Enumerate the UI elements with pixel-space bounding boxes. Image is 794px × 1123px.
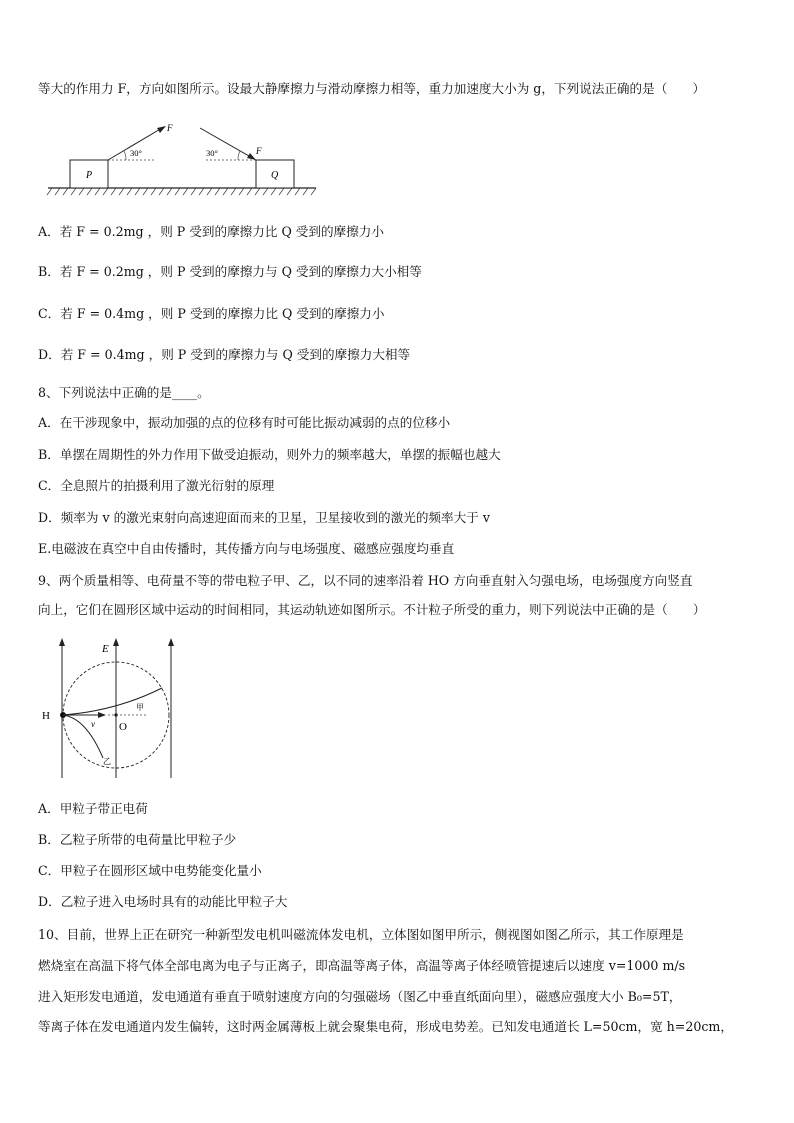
q7-option-b: B．若 F = 0.2mg ，则 P 受到的摩擦力与 Q 受到的摩擦力大小相等 bbox=[38, 264, 422, 279]
q8-option-d: D．频率为 v 的激光束射向高速迎面而来的卫星，卫星接收到的激光的频率大于 v bbox=[38, 510, 490, 525]
force-label-p: F bbox=[167, 123, 173, 133]
q9-stem-line1: 9、两个质量相等、电荷量不等的带电粒子甲、乙，以不同的速率沿着 HO 方向垂直射入匀强电场，电场强度方向竖直 bbox=[38, 573, 693, 588]
q8-option-b: B．单摆在周期性的外力作用下做受迫振动，则外力的频率越大，单摆的振幅也越大 bbox=[38, 447, 501, 462]
point-o-label: O bbox=[119, 721, 127, 733]
trajectory-yi bbox=[63, 715, 103, 758]
q7-option-c: C．若 F = 0.4mg ，则 P 受到的摩擦力比 Q 受到的摩擦力小 bbox=[38, 306, 385, 321]
trajectory-jia bbox=[63, 688, 162, 715]
angle-label-q: 30° bbox=[206, 148, 218, 158]
q9-option-c: C．甲粒子在圆形区域中电势能变化量小 bbox=[38, 863, 262, 878]
q9-field-diagram bbox=[36, 636, 186, 786]
q9-option-b: B．乙粒子所带的电荷量比甲粒子少 bbox=[38, 832, 237, 847]
q9-option-a: A．甲粒子带正电荷 bbox=[38, 801, 148, 816]
q7-option-d: D．若 F = 0.4mg ，则 P 受到的摩擦力与 Q 受到的摩擦力大相等 bbox=[38, 347, 411, 362]
q9-stem-line2: 向上，它们在圆形区域中运动的时间相同，其运动轨迹如图所示。不计粒子所受的重力，则下列说法中正确的是（ ） bbox=[38, 602, 706, 617]
q10-line3: 进入矩形发电通道，发电通道有垂直于喷射速度方向的匀强磁场（图乙中垂直纸面向里），磁感应强度大小 B₀=5T， bbox=[38, 989, 682, 1004]
q7-stem: 等大的作用力 F，方向如图所示。设最大静摩擦力与滑动摩擦力相等，重力加速度大小为 g，下列说法正确的是（ ） bbox=[38, 81, 706, 96]
q8-option-c: C．全息照片的拍摄利用了激光衍射的原理 bbox=[38, 478, 275, 493]
point-h-label: H bbox=[42, 710, 50, 722]
q7-option-a: A．若 F = 0.2mg ，则 P 受到的摩擦力比 Q 受到的摩擦力小 bbox=[38, 224, 384, 239]
q10-line2: 燃烧室在高温下将气体全部电离为电子与正离子，即高温等离子体，高温等离子体经喷管提速后以速度 v=1000 m/s bbox=[38, 958, 686, 973]
q8-option-e: E.电磁波在真空中自由传播时，其传播方向与电场强度、磁感应强度均垂直 bbox=[38, 541, 455, 556]
trajectory-jia-label: 甲 bbox=[136, 703, 144, 712]
block-q-label: Q bbox=[271, 170, 279, 181]
q10-line1: 10、目前，世界上正在研究一种新型发电机叫磁流体发电机，立体图如图甲所示，侧视图如图乙所示，其工作原理是 bbox=[38, 927, 684, 942]
velocity-label: v bbox=[91, 719, 95, 729]
trajectory-yi-label: 乙 bbox=[103, 757, 111, 766]
q8-stem: 8、下列说法中正确的是____。 bbox=[38, 385, 210, 400]
field-label-e: E bbox=[102, 643, 109, 655]
angle-label-p: 30° bbox=[130, 148, 142, 158]
ground-hatching bbox=[47, 188, 316, 195]
q8-option-a: A．在干涉现象中，振动加强的点的位移有时可能比振动减弱的点的位移小 bbox=[38, 415, 451, 430]
block-p-label: P bbox=[86, 170, 93, 181]
force-label-q: F bbox=[256, 146, 262, 156]
q7-force-diagram bbox=[44, 118, 324, 200]
q10-line4: 等离子体在发电通道内发生偏转，这时两金属薄板上就会聚集电荷，形成电势差。已知发电通道长 L=50cm，宽 h=20cm， bbox=[38, 1019, 733, 1034]
q9-option-d: D．乙粒子进入电场时具有的动能比甲粒子大 bbox=[38, 894, 288, 909]
